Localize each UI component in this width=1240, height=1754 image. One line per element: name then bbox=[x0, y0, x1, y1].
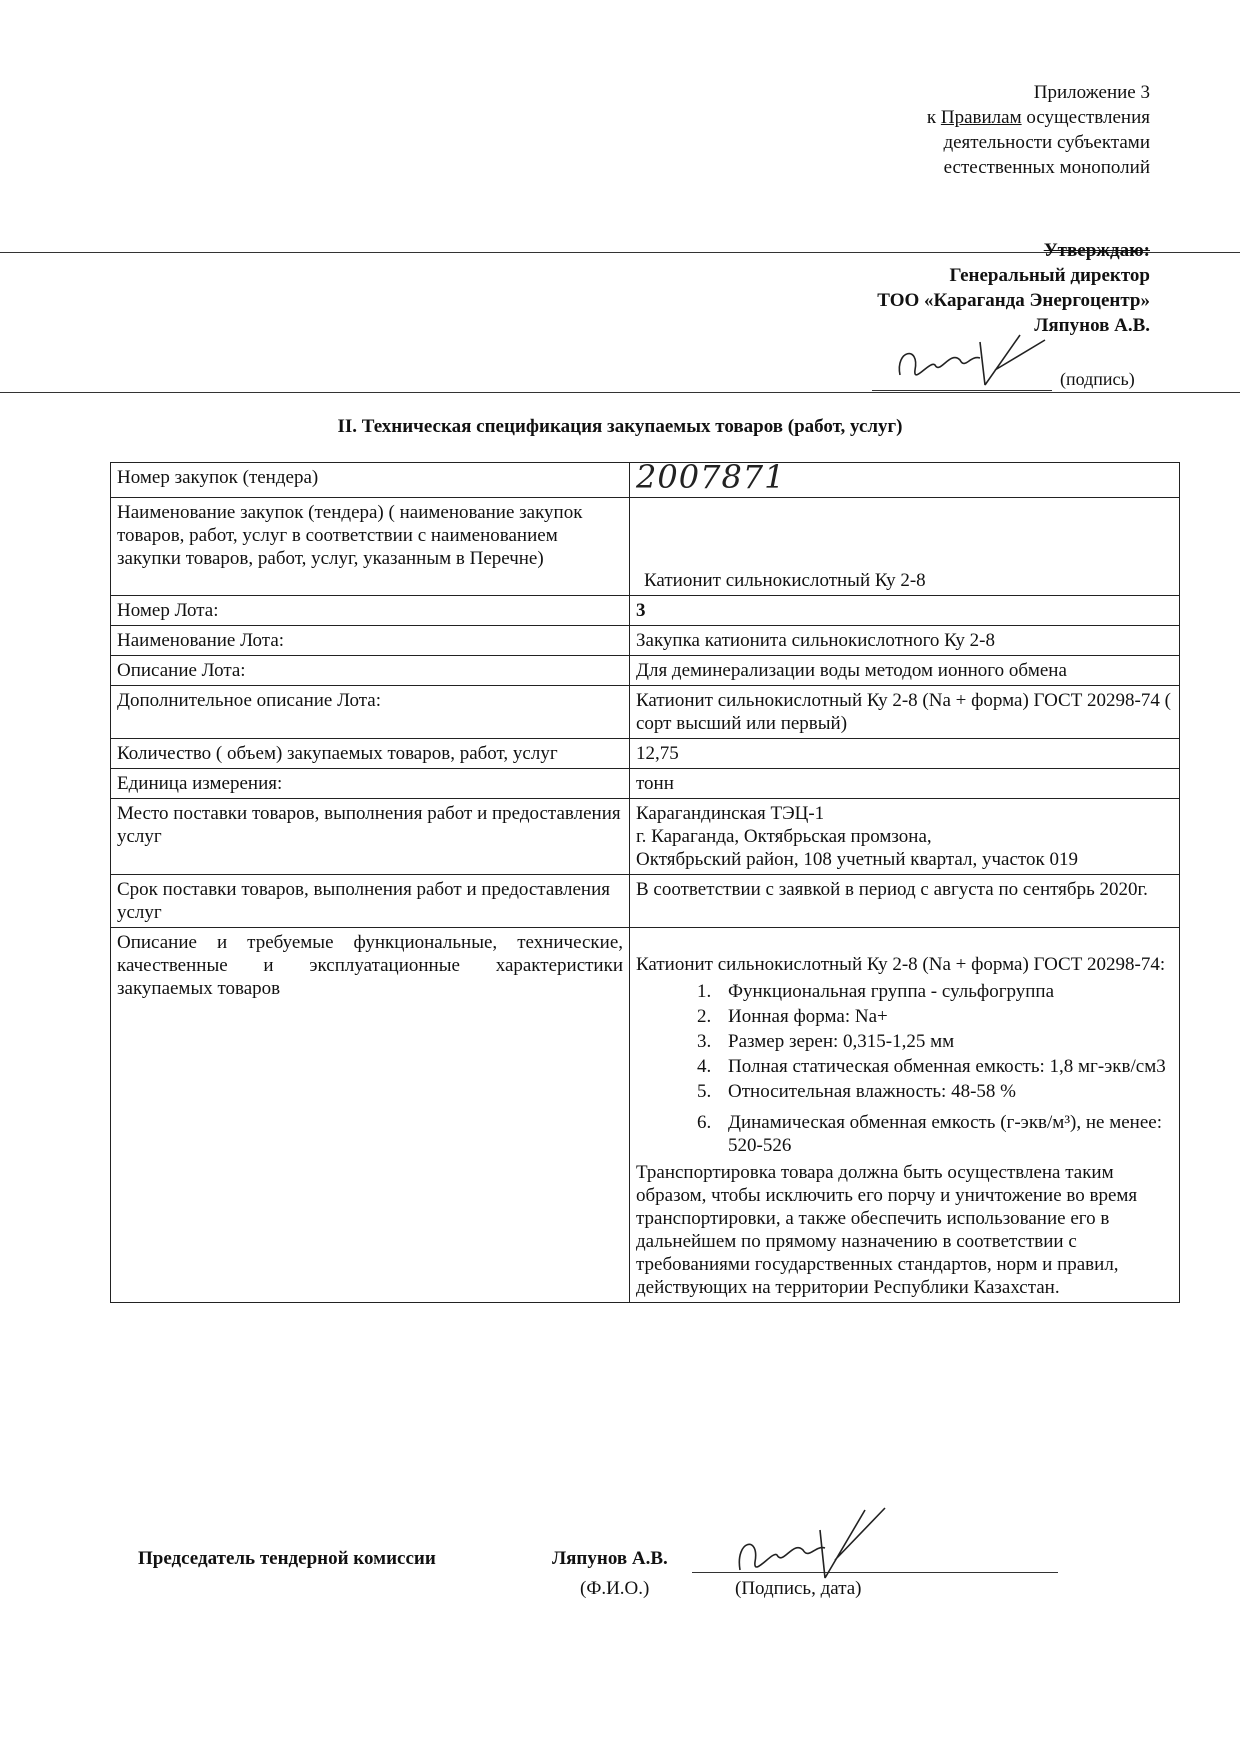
table-row bbox=[111, 928, 1180, 1303]
name-caption: (Ф.И.О.) bbox=[580, 1578, 650, 1599]
list-item: 3. Размер зерен: 0,315-1,25 мм bbox=[716, 1030, 1173, 1053]
appendix-line-4: естественных монополий bbox=[943, 157, 1150, 178]
appendix-line-2 bbox=[927, 105, 1150, 130]
quantity-value: 12,75 bbox=[630, 739, 1180, 769]
approval-position: Генеральный директор bbox=[949, 265, 1150, 286]
tender-name-value: Катионит сильнокислотный Ку 2-8 bbox=[630, 498, 1180, 596]
delivery-place-line-3: Октябрьский район, 108 учетный квартал, участок 019 bbox=[636, 849, 1078, 870]
list-item: 4. Полная статическая обменная емкость: 1,8 мг-экв/см3 bbox=[716, 1055, 1173, 1078]
rules-link[interactable]: Правилам bbox=[940, 107, 1022, 128]
tender-number-value bbox=[630, 458, 1180, 498]
approval-signature-caption: (подпись) bbox=[1060, 369, 1135, 389]
approval-signature-line bbox=[872, 390, 1052, 391]
lot-name-label: Наименование Лота: bbox=[111, 626, 630, 656]
approval-block bbox=[877, 238, 1150, 338]
delivery-term-label: Срок поставки товаров, выполнения работ и предоставления услуг bbox=[111, 875, 630, 928]
tender-number-handwritten: 2007871 bbox=[636, 458, 786, 496]
approval-label: Утверждаю: bbox=[1043, 240, 1150, 261]
spec-table bbox=[110, 458, 1180, 1303]
list-item: 5. Относительная влажность: 48-58 % bbox=[716, 1080, 1173, 1103]
table-row bbox=[111, 799, 1180, 875]
table-row bbox=[111, 626, 1180, 656]
chair-signature bbox=[725, 1500, 900, 1585]
characteristics-intro: Катионит сильнокислотный Ку 2-8 (Na + форма) ГОСТ 20298-74: bbox=[636, 954, 1166, 975]
table-row bbox=[111, 769, 1180, 799]
commission-chair-name: Ляпунов А.В. bbox=[552, 1548, 668, 1569]
lot-additional-label: Дополнительное описание Лота: bbox=[111, 686, 630, 739]
characteristics-value bbox=[630, 928, 1180, 1303]
lot-number-value: 3 bbox=[630, 596, 1180, 626]
tender-number-label: Номер закупок (тендера) bbox=[111, 463, 630, 498]
delivery-term-value: В соответствии с заявкой в период с августа по сентябрь 2020г. bbox=[630, 875, 1180, 928]
approval-company: ТОО «Караганда Энергоцентр» bbox=[877, 290, 1150, 311]
characteristics-label: Описание и требуемые функциональные, технические, качественные и эксплуатационные характеристики закупаемых товаров bbox=[111, 928, 630, 1303]
delivery-place-line-1: Карагандинская ТЭЦ-1 bbox=[636, 803, 825, 824]
director-signature bbox=[875, 330, 1050, 395]
signature-date-caption: (Подпись, дата) bbox=[735, 1578, 862, 1599]
unit-value: тонн bbox=[630, 769, 1180, 799]
quantity-label: Количество ( объем) закупаемых товаров, работ, услуг bbox=[111, 739, 630, 769]
lot-additional-value: Катионит сильнокислотный Ку 2-8 (Na + форма) ГОСТ 20298-74 ( сорт высший или первый) bbox=[630, 686, 1180, 739]
table-row bbox=[111, 463, 1180, 498]
appendix-line-3: деятельности субъектами bbox=[943, 132, 1150, 153]
appendix-header bbox=[927, 80, 1150, 180]
table-row bbox=[111, 498, 1180, 596]
delivery-place-line-2: г. Караганда, Октябрьская промзона, bbox=[636, 826, 932, 847]
section-title: II. Техническая спецификация закупаемых товаров (работ, услуг) bbox=[337, 416, 903, 437]
commission-chair-label: Председатель тендерной комиссии bbox=[138, 1548, 436, 1569]
table-row bbox=[111, 875, 1180, 928]
lot-description-label: Описание Лота: bbox=[111, 656, 630, 686]
delivery-place-value bbox=[630, 799, 1180, 875]
appendix-line-2-prefix: к bbox=[926, 107, 941, 128]
lot-description-value: Для деминерализации воды методом ионного обмена bbox=[630, 656, 1180, 686]
list-item: 1. Функциональная группа - сульфогруппа bbox=[716, 980, 1173, 1003]
lot-name-value: Закупка катионита сильнокислотного Ку 2-8 bbox=[630, 626, 1180, 656]
approval-name: Ляпунов А.В. bbox=[1034, 315, 1150, 336]
list-item: 2. Ионная форма: Na+ bbox=[716, 1005, 1173, 1028]
appendix-line-1: Приложение 3 bbox=[1033, 82, 1150, 103]
delivery-place-label: Место поставки товаров, выполнения работ и предоставления услуг bbox=[111, 799, 630, 875]
table-row bbox=[111, 739, 1180, 769]
table-row bbox=[111, 686, 1180, 739]
table-row bbox=[111, 596, 1180, 626]
lot-number-label: Номер Лота: bbox=[111, 596, 630, 626]
tender-name-label: Наименование закупок (тендера) ( наименование закупок товаров, работ, услуг в соответствии с наименованием закупки товаров, работ, услуг, указанным в Перечне) bbox=[111, 498, 630, 596]
table-row bbox=[111, 656, 1180, 686]
appendix-line-2-suffix: осуществления bbox=[1021, 107, 1150, 128]
characteristics-list bbox=[636, 980, 1173, 1157]
unit-label: Единица измерения: bbox=[111, 769, 630, 799]
transport-requirements: Транспортировка товара должна быть осуществлена таким образом, чтобы исключить его порчу и уничтожение во время транспортировки, а также обеспечить использование его в дальнейшем по прямому назначению в соответствии с требованиями государственных стандартов, норм и правил, действующих на территории Республики Казахстан. bbox=[636, 1162, 1138, 1298]
approval-divider bbox=[0, 392, 1240, 393]
list-item: 6. Динамическая обменная емкость (г-экв/м³), не менее: 520-526 bbox=[716, 1111, 1173, 1157]
